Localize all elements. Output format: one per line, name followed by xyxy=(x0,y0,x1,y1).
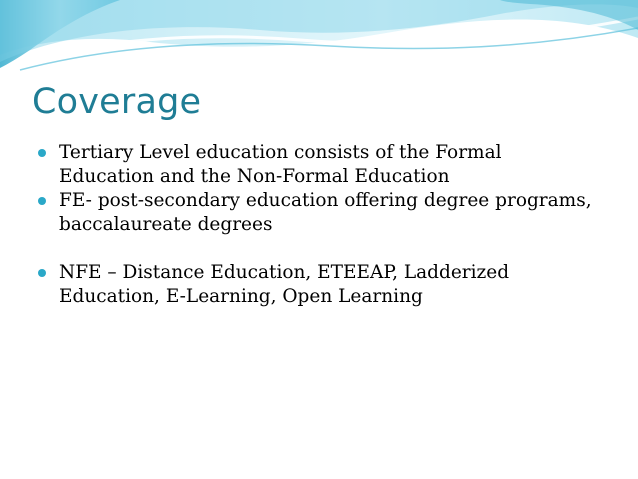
bullet-list xyxy=(38,141,598,309)
bullet-text: NFE – Distance Education, ETEEAP, Ladderized Education, E-Learning, Open Learning xyxy=(59,262,510,307)
bullet-item xyxy=(38,189,598,237)
bullet-text: FE- post-secondary education offering degree programs, baccalaureate degrees xyxy=(59,190,592,235)
bullet-item xyxy=(38,141,598,189)
bullet-dot-icon xyxy=(38,269,46,277)
bullet-dot-icon xyxy=(38,149,46,157)
bullet-text: Tertiary Level education consists of the Formal Education and the Non-Formal Education xyxy=(59,142,502,187)
wave-header-decoration xyxy=(0,0,638,75)
bullet-dot-icon xyxy=(38,197,46,205)
slide-title: Coverage xyxy=(32,82,202,122)
bullet-item xyxy=(38,261,598,309)
